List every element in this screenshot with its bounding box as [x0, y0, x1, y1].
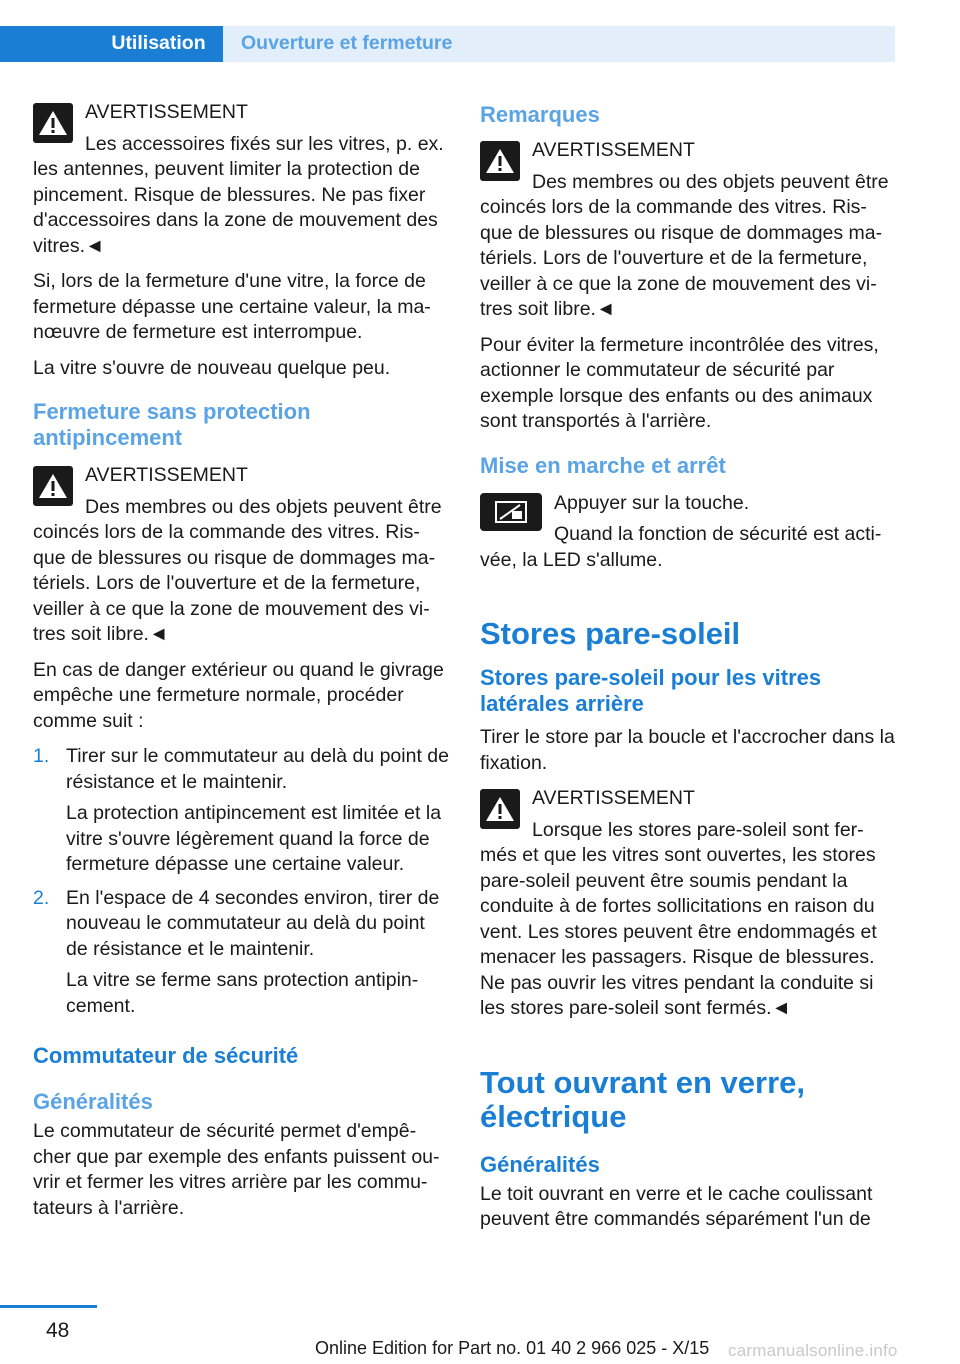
step-note: La protection antipincement est limitée et la vitre s'ouvre légèrement quand la force de fermeture dépasse une certaine valeur.: [66, 802, 442, 875]
right-column: [480, 100, 896, 1243]
warning-triangle-icon: [480, 789, 520, 829]
warning-title: AVERTISSEMENT: [532, 139, 695, 161]
left-column: [33, 100, 449, 1231]
edition-text: Online Edition for Part no. 01 40 2 966 025 - X/15: [315, 1338, 710, 1358]
warning-block: [480, 786, 896, 1022]
heading-generalites: Généralités: [33, 1089, 153, 1114]
watermark: carmanualsonline.info: [728, 1341, 898, 1360]
warning-title: AVERTISSEMENT: [85, 101, 248, 123]
list-item: [33, 744, 449, 878]
page-number: 48: [46, 1319, 70, 1342]
section-tab-utilisation: Utilisation: [0, 26, 223, 62]
button-instruction: [480, 491, 896, 574]
heading-stores-pare-soleil: Stores pare-soleil: [480, 616, 741, 651]
button-instruction-line1: Appuyer sur la touche.: [554, 491, 750, 514]
warning-triangle-icon: [33, 466, 73, 506]
paragraph: Pour éviter la fermeture incontrôlée des vitres, actionner le commutateur de sécurité par exemple lorsque des enfants ou des animaux sont transportés à l'arrière.: [480, 333, 879, 432]
warning-text: Les accessoires fixés sur les vitres, p. ex. les antennes, peuvent limiter la protection de pincement. Risque de blessures. Ne pas fixer d'accessoires dans la zone de mouvement des vitres.◄: [33, 132, 444, 257]
paragraph: Si, lors de la fermeture d'une vitre, la force de fermeture dépasse une certaine valeur, la ma‐ nœuvre de fermeture est interrompue.: [33, 270, 431, 343]
step-number: 1.: [33, 745, 50, 767]
warning-triangle-icon: [480, 141, 520, 181]
button-instruction-line2: Quand la fonction de sécurité est acti‐ vée, la LED s'allume.: [480, 523, 882, 571]
step-text: Tirer sur le commutateur au delà du point de résistance et le maintenir.: [66, 745, 449, 793]
warning-text: Des membres ou des objets peuvent être coincés lors de la commande des vitres. Ris‐ que de blessures ou risque de dommages ma‐ tériels. Lors de l'ouverture et de la fermeture, veiller à ce que la zone de mouvement des vi‐ tres soit libre.◄: [33, 495, 442, 645]
heading-commutateur-securite: Commutateur de sécurité: [33, 1043, 299, 1068]
heading-fermeture-sans-protection: Fermeture sans protection antipincement: [33, 399, 311, 450]
step-note: La vitre se ferme sans protection antipin‐ cement.: [66, 969, 419, 1017]
warning-title: AVERTISSEMENT: [85, 464, 248, 486]
heading-remarques: Remarques: [480, 102, 600, 127]
warning-block: [33, 463, 449, 648]
heading-mise-en-marche: Mise en marche et arrêt: [480, 452, 726, 478]
warning-title: AVERTISSEMENT: [532, 787, 695, 809]
paragraph: La vitre s'ouvre de nouveau quelque peu.: [33, 356, 391, 379]
paragraph: En cas de danger extérieur ou quand le givrage empêche une fermeture normale, procéder comme suit :: [33, 658, 444, 732]
steps-list: [33, 744, 449, 1019]
warning-triangle-icon: [33, 103, 73, 143]
step-text: En l'espace de 4 secondes environ, tirer de nouveau le commutateur au delà du point de résistance et le maintenir.: [66, 886, 440, 960]
step-number: 2.: [33, 886, 50, 909]
warning-text: Lorsque les stores pare-soleil sont fer‐ més et que les vitres sont ouvertes, les stores pare-soleil peuvent être soumis pendant la conduite à de fortes sollicitations en raison du vent. Les stores peuvent être endommagés et menacer les passagers. Risque de blessures. Ne pas ouvrir les vitres pendant la conduite si les stores pare-soleil sont fermés.◄: [480, 818, 877, 1019]
paragraph: Tirer le store par la boucle et l'accrocher dans la fixation.: [480, 726, 895, 774]
warning-text: Des membres ou des objets peuvent être coincés lors de la commande des vitres. Ris‐ que de blessures ou risque de dommages ma‐ tériels. Lors de l'ouverture et de la fermeture, veiller à ce que la zone de mouvement des vi‐ tres soit libre.◄: [480, 170, 889, 320]
chapter-tab-ouverture: Ouverture et fermeture: [223, 26, 895, 62]
heading-stores-vitres-laterales: Stores pare-soleil pour les vitres latérales arrière: [480, 665, 822, 716]
warning-block: [33, 100, 449, 259]
page-header: [0, 0, 895, 62]
heading-generalites: Généralités: [480, 1151, 600, 1177]
window-lock-button-icon: [480, 493, 542, 531]
list-item: [33, 886, 449, 1020]
paragraph: Le toit ouvrant en verre et le cache coulissant peuvent être commandés séparément l'un de: [480, 1182, 873, 1230]
warning-block: [480, 138, 896, 323]
heading-toit-ouvrant: Tout ouvrant en verre, électrique: [480, 1064, 805, 1134]
paragraph: Le commutateur de sécurité permet d'empê‐ cher que par exemple des enfants puissent ou‐ vrir et fermer les vitres arrière par les commu‐ tateurs à l'arrière.: [33, 1120, 440, 1219]
footer-rule: [0, 1305, 97, 1308]
